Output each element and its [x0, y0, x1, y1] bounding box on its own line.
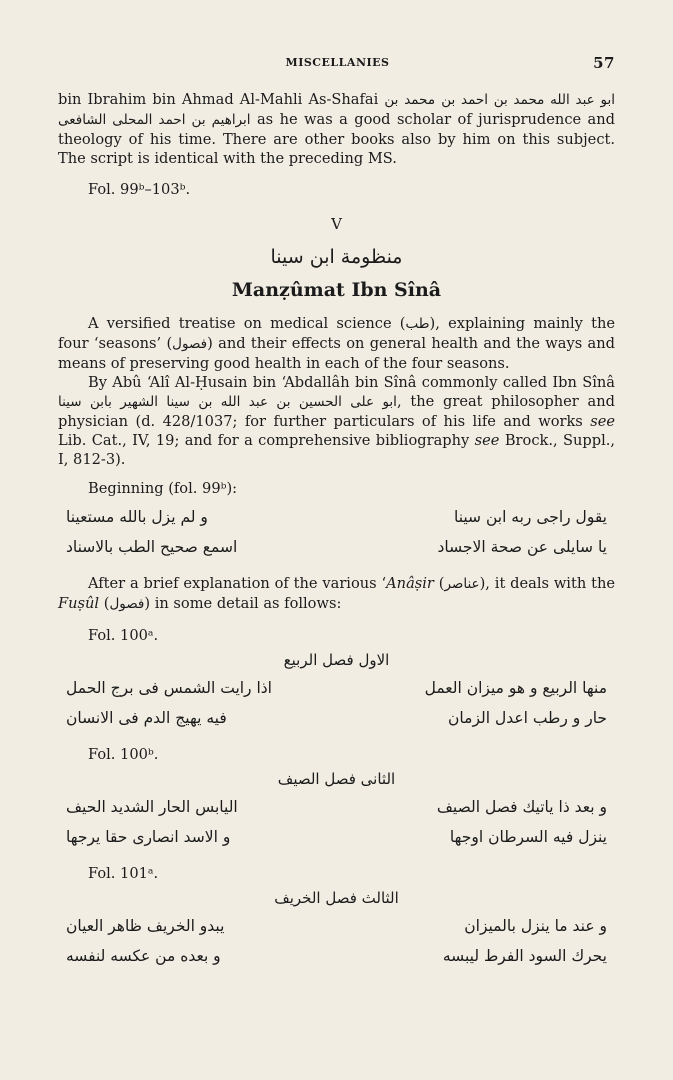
verse-line	[58, 673, 615, 703]
desc2-see-1: see	[590, 413, 615, 430]
desc1-part-b: ), explaining mainly the four ‘seasons’ (	[58, 315, 615, 352]
desc2-part-c: Lib. Cat., IV, 19; and for a comprehensive bibliography	[58, 432, 470, 449]
desc2-part-a: By Abû ‘Alî Al-Ḥusain bin ‘Abdallâh bin Sînâ commonly called Ibn Sînâ	[88, 374, 615, 391]
verse-line	[58, 703, 615, 733]
desc1-part-a: A versified treatise on medical science (	[88, 315, 406, 332]
verse-right-hemistich: ينزل فيه السرطان اوجها	[449, 828, 607, 846]
after-term-fusul: Fuṣûl	[58, 595, 100, 612]
verse-left-hemistich: اذا رايت الشمس فى برج الحمل	[66, 679, 272, 697]
season-folio: Fol. 100ᵃ.	[88, 627, 159, 644]
page-header	[60, 56, 615, 76]
after-arabic-fusul: فصول	[109, 596, 145, 612]
verse-right-hemistich: حار و رطب اعدل الزمان	[448, 709, 607, 727]
verse-left-hemistich: اسمع صحيح الطب بالاسناد	[66, 538, 238, 556]
beginning-verses	[58, 502, 615, 562]
verse-left-hemistich: و بعده من عكسه لنفسه	[66, 947, 221, 965]
verse-right-hemistich: يا سايلى عن صحة الاجساد	[437, 538, 607, 556]
season-folio: Fol. 101ᵃ.	[88, 865, 159, 882]
intro-arabic-2: محمد بن ابراهيم بن احمد المحلى الشافعى	[58, 92, 436, 128]
verse-line	[58, 941, 615, 971]
season-heading: الثالث فصل الخريف	[274, 889, 399, 907]
verse-line	[58, 792, 615, 822]
intro-arabic-1: ابو عبد الله محمد بن احمد بن	[441, 92, 615, 108]
verse-line	[58, 502, 615, 532]
page-number: 57	[593, 54, 615, 72]
season-folio: Fol. 100ᵇ.	[88, 746, 159, 763]
season-spring	[58, 626, 615, 733]
verse-right-hemistich: يقول راجى ربه ابن سينا	[453, 508, 607, 526]
verse-left-hemistich: فيه يهيج الدم فى الانسان	[66, 709, 227, 727]
page-body	[58, 90, 615, 971]
intro-folio: Fol. 99ᵇ–103ᵇ.	[88, 181, 191, 198]
verse-right-hemistich: منها الربيع و هو ميزان العمل	[424, 679, 607, 697]
desc2-arabic-name: ابو على الحسين بن عبد الله بن سينا الشهير بابن سينا	[58, 394, 397, 410]
after-part-b: (	[433, 575, 445, 592]
beginning-label: Beginning (fol. 99ᵇ):	[88, 480, 238, 497]
verse-line	[58, 532, 615, 562]
verse-right-hemistich: و بعد ذا ياتيك فصل الصيف	[436, 798, 607, 816]
season-summer	[58, 745, 615, 852]
season-heading: الاول فصل الربيع	[283, 651, 390, 669]
running-title: MISCELLANIES	[285, 56, 390, 69]
section-title: Manẓûmat Ibn Sînâ	[231, 279, 442, 301]
desc1-arabic-fusul: فصول	[172, 336, 208, 352]
section-arabic-title: منظومة ابن سينا	[270, 246, 403, 268]
intro-english-2: as he was a good scholar of jurisprudence and theology of his time. There are other books also by him on this subject. The script is identical with the preceding MS.	[58, 111, 615, 167]
intro-paragraph	[58, 90, 615, 168]
season-heading: الثانى فصل الصيف	[277, 770, 396, 788]
after-term-anasir: Anâṣir	[386, 575, 434, 592]
verse-left-hemistich: و الاسد انصارى حقا يرجها	[66, 828, 231, 846]
verse-line	[58, 822, 615, 852]
after-arabic-anasir: عناصر	[444, 576, 480, 592]
verse-line	[58, 911, 615, 941]
after-part-c: ), it deals with the	[479, 575, 615, 592]
verse-right-hemistich: يحرك السود الفرط ليبسه	[442, 947, 607, 965]
desc1-arabic-tibb: طب	[405, 316, 430, 332]
after-part-e: ) in some detail as follows:	[144, 595, 342, 612]
description-paragraph-2	[58, 373, 615, 469]
verse-right-hemistich: و عند ما ينزل بالميزان	[464, 917, 607, 935]
desc2-part-d: Brock., Suppl., I, 812-3).	[58, 432, 616, 468]
desc2-see-2: see	[474, 432, 500, 449]
verse-left-hemistich: يبدو الخريف ظاهر العيان	[66, 917, 225, 935]
section-numeral: V	[331, 215, 342, 233]
verse-left-hemistich: و لم يزل بالله مستعينا	[66, 508, 208, 526]
desc2-part-b: , the great philosopher and physician (d. 428/1037; for further particulars of his life and works	[58, 393, 615, 430]
after-part-a: After a brief explanation of the various ‘	[88, 575, 387, 592]
description-paragraph-1	[58, 314, 615, 373]
after-part-d: (	[99, 595, 110, 612]
season-autumn	[58, 864, 615, 971]
desc1-part-c: ) and their effects on general health and the ways and means of preserving good health in each of the four seasons.	[58, 335, 615, 372]
after-paragraph	[58, 574, 615, 614]
intro-english-1: bin Ibrahim bin Ahmad Al-Mahli As-Shafai	[58, 91, 379, 108]
verse-left-hemistich: اليابس الحار الشديد الحيف	[66, 798, 238, 816]
